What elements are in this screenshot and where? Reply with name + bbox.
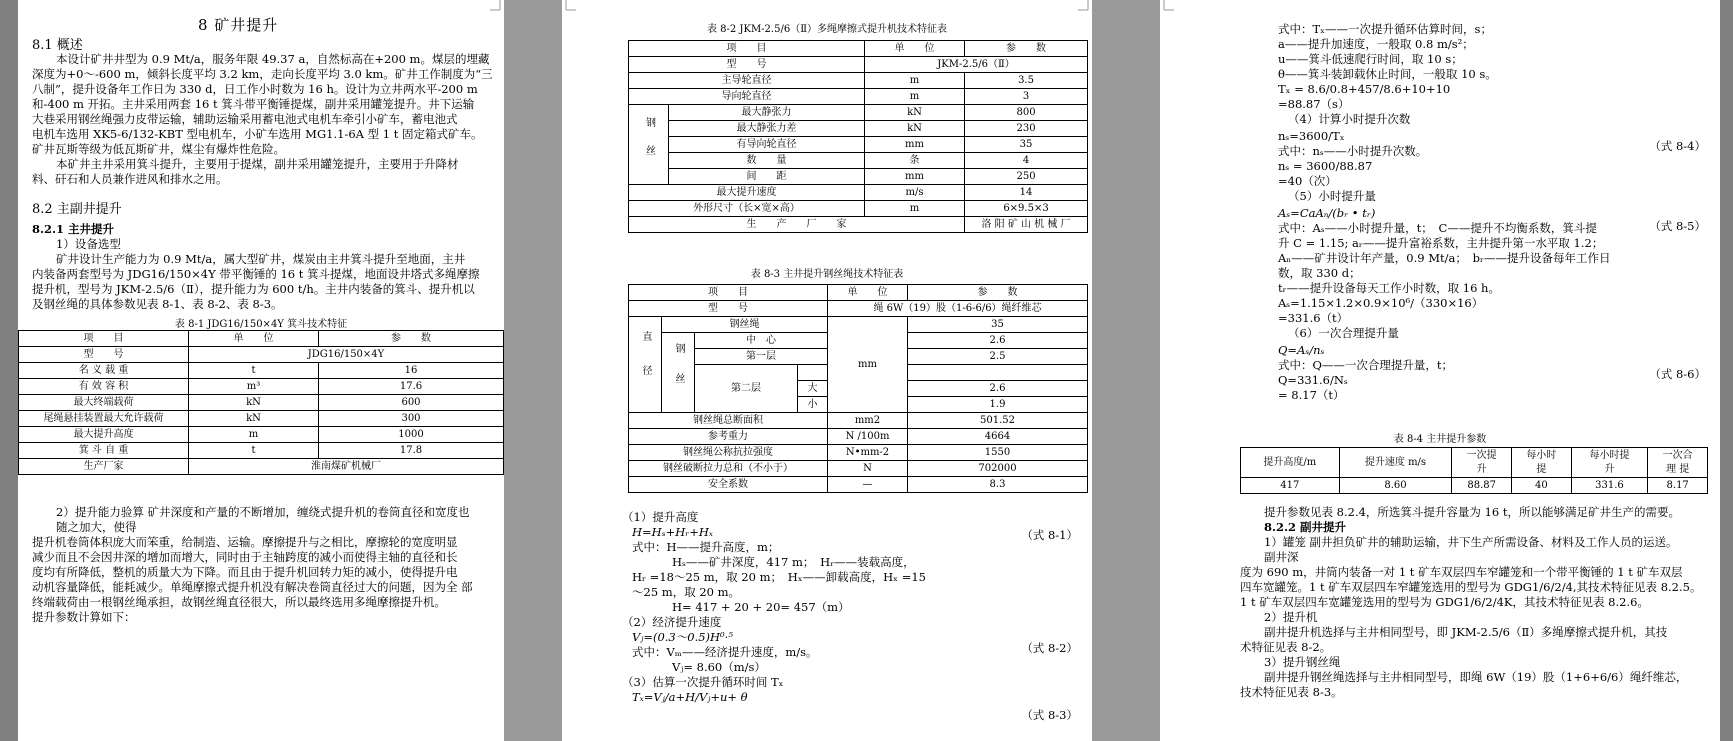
table-cell: 1550 (908, 445, 1088, 461)
table-cell: 第二层 (695, 365, 798, 413)
text-line: a——提升加速度，一般取 0.8 m/s²； (1278, 37, 1474, 51)
text-line: 技术特征见表 8-3。 (1240, 685, 1343, 699)
text-line: ～25 m，取 20 m。 (632, 585, 741, 599)
table-cell: 2.5 (908, 349, 1088, 365)
table-cell: 35 (908, 317, 1088, 333)
table-row (629, 121, 1088, 137)
table-cell: t (189, 363, 319, 379)
table-cell: 最大静张力差 (669, 121, 865, 137)
table-row (629, 445, 1088, 461)
table-row (1241, 478, 1708, 494)
text-line: 提升机卷筒体积庞大而笨重，给制造、运输。摩擦提升与之相比，摩擦轮的宽度明显 (32, 535, 458, 549)
table-header-row (629, 285, 1088, 301)
header-text: 提升速度 m/s (1364, 456, 1427, 468)
text-line: = 8.17（t） (1278, 388, 1345, 402)
text-line: 副井提升机选择与主井相同型号，即 JKM-2.5/6（Ⅱ）多绳摩擦式提升机，其技 (1264, 625, 1668, 639)
formula: Vⱼ=(0.3～0.5)H⁰·⁵ (632, 630, 733, 644)
table-cell: 生 产 厂 家 (629, 217, 965, 233)
table-cell: 3 (965, 89, 1088, 105)
text-line: 料、矸石和人员兼作进风和排水之用。 (32, 172, 228, 186)
text-line: 2）提升机 (1264, 610, 1318, 624)
table-cell: 型 号 (629, 57, 865, 73)
table-row (629, 153, 1088, 169)
table-header-row (1241, 448, 1708, 478)
table-cell: 600 (319, 395, 504, 411)
table-cell: mm (865, 137, 965, 153)
table-cell: 35 (965, 137, 1088, 153)
header-text: 一次合 (1662, 449, 1693, 461)
document-page-1[interactable] (18, 0, 504, 741)
table-cell: 最大提升速度 (629, 185, 865, 201)
table-cell: 417 (1241, 478, 1340, 494)
table-cell: 最大终端载荷 (19, 395, 189, 411)
text-line: 1）罐笼 副井担负矿井的辅助运输，井下生产所需设备、材料及工作人员的运送。 (1264, 535, 1678, 549)
text-line: （5）小时提升量 (1288, 189, 1376, 203)
table-header-row (629, 41, 1088, 57)
table-row (19, 363, 504, 379)
text-line: （6）一次合理提升量 (1288, 326, 1399, 340)
table-cell: 2.6 (908, 333, 1088, 349)
text-line: Vⱼ= 8.60（m/s） (672, 660, 766, 674)
section-heading: 8.1 概述 (32, 38, 83, 53)
text-line: 度为 690 m，井筒内装备一对 1 t 矿车双层四车窄罐笼和一个带平衡锤的 1 t 矿车双层 (1240, 565, 1683, 579)
table-cell: 钢丝绳 (662, 317, 828, 333)
text-line: 本矿井主井采用箕斗提升，主要用于提煤，副井采用罐笼提升，主要用于升降材 (56, 157, 459, 171)
text-line: 矿井瓦斯等级为低瓦斯矿井，煤尘有爆炸性危险。 (32, 142, 285, 156)
header-text: 升 (1604, 463, 1615, 475)
equation-number: （式 8-5） (1649, 219, 1706, 233)
table-cell: 直径 (629, 317, 662, 413)
table-cell: 单 位 (828, 285, 908, 301)
table-row (629, 89, 1088, 105)
table-row (19, 443, 504, 459)
table-cell: 箕 斗 自 重 (19, 443, 189, 459)
text-line: 式中：Vₘ——经济提升速度，m/s。 (632, 645, 818, 659)
text-line: 八制”，提升设备年工作日为 330 d，日工作小时数为 16 h。设计为立井两水平-200 m (32, 82, 478, 96)
table-row (629, 201, 1088, 217)
table-cell: 8.17 (1648, 478, 1708, 494)
text-line: 本设计矿井井型为 0.9 Mt/a，服务年限 49.37 a，自然标高在+200 m。煤层的埋藏 (56, 52, 490, 66)
table-cell: JDG16/150×4Y (189, 347, 504, 363)
document-page-2[interactable] (562, 0, 1092, 741)
text-line: tᵣ——提升设备每天工作小时数，取 16 h。 (1278, 281, 1500, 295)
table-row (629, 73, 1088, 89)
equation-number: （式 8-4） (1649, 139, 1706, 153)
equation-number: （式 8-2） (1021, 641, 1078, 655)
table-cell: 钢丝绳公称抗拉强度 (629, 445, 828, 461)
table-cell: 中 心 (695, 333, 828, 349)
table-cell: 项 目 (629, 285, 828, 301)
text-line: θ——箕斗装卸载休止时间，一般取 10 s。 (1278, 67, 1497, 81)
table-cell: 501.52 (908, 413, 1088, 429)
table-row (19, 459, 504, 475)
hoist-spec-table (628, 40, 1088, 233)
table-cell: N•mm-2 (828, 445, 908, 461)
table-cell: 2.6 (908, 381, 1088, 397)
text-line: （3）估算一次提升循环时间 Tₓ (622, 675, 784, 689)
table-cell: kN (189, 395, 319, 411)
chapter-title: 8 矿井提升 (198, 16, 279, 34)
equation-number: （式 8-6） (1649, 367, 1706, 381)
table-row (629, 317, 1088, 333)
table-cell: m³ (189, 379, 319, 395)
table-row (629, 217, 1088, 233)
table-cell: m/s (865, 185, 965, 201)
table-cell: 条 (865, 153, 965, 169)
text-line: 终端载荷由一根钢丝绳承担，故钢丝绳直径很大，所以最终选用多绳摩擦提升机。 (32, 595, 446, 609)
table-cell: 230 (965, 121, 1088, 137)
table-row (19, 347, 504, 363)
text-line: 随之加大，使得 (56, 520, 137, 534)
table-cell: 14 (965, 185, 1088, 201)
table-cell: 6×9.5×3 (965, 201, 1088, 217)
table-cell: 17.8 (319, 443, 504, 459)
table-cell: 参考重力 (629, 429, 828, 445)
header-text: 提 (1536, 463, 1547, 475)
table-row (629, 301, 1088, 317)
table-cell: t (189, 443, 319, 459)
table-cell: kN (865, 121, 965, 137)
text-line: =88.87（s） (1278, 97, 1350, 111)
table-cell: 项 目 (19, 331, 189, 347)
table-cell: 40 (1512, 478, 1572, 494)
table-cell: 第一层 (695, 349, 828, 365)
table-cell: 8.3 (908, 477, 1088, 493)
text-line: 四车宽罐笼。1 t 矿车双层四车窄罐笼选用的型号为 GDG1/6/2/4,其技术特征见表 8.2.5。 (1240, 580, 1702, 594)
text-line: （1）提升高度 (622, 510, 699, 524)
table-row (19, 411, 504, 427)
text-line: 式中：H——提升高度，m； (632, 540, 780, 554)
section-heading: 8.2 主副井提升 (32, 202, 122, 217)
table-cell: N /100m (828, 429, 908, 445)
table-cell: 最大提升高度 (19, 427, 189, 443)
text-line: 式中：Tₓ——一次提升循环估算时间，s； (1278, 22, 1492, 36)
text-line: 数，取 330 d； (1278, 266, 1361, 280)
table-cell: 参 数 (965, 41, 1088, 57)
text-line: 副井深 (1264, 550, 1299, 564)
table-cell: — (828, 477, 908, 493)
table-cell: 安全系数 (629, 477, 828, 493)
table-cell: 参 数 (908, 285, 1088, 301)
table-cell: m (865, 201, 965, 217)
table-row (19, 427, 504, 443)
table-cell: 绳 6W（19）股（1-6-6/6）绳纤维芯 (828, 301, 1088, 317)
equation-number: （式 8-3） (1021, 708, 1078, 722)
table-row (629, 477, 1088, 493)
table-cell (1571, 448, 1648, 478)
text-line: 度均有所降低，整机的质量大为下降。而且由于提升机回转力矩的减小，使得提升电 (32, 565, 458, 579)
text-line: 电机车选用 XK5-6/132-KBT 型电机车，小矿车选用 MG1.1-6A 型 1 t 固定箱式矿车。 (32, 127, 483, 141)
table-cell: m (865, 89, 965, 105)
text-line: 提升参数计算如下： (32, 610, 136, 624)
table-cell: m (189, 427, 319, 443)
table-cell: 外形尺寸（长×宽×高） (629, 201, 865, 217)
text-line: 矿井设计生产能力为 0.9 Mt/a，属大型矿井，煤炭由主井箕斗提升至地面，主井 (56, 252, 466, 266)
text-line: 3）提升钢丝绳 (1264, 655, 1341, 669)
text-line: （2）经济提升速度 (622, 615, 722, 629)
table-caption: 表 8-4 主井提升参数 (1393, 434, 1487, 445)
formula: Aₛ=1.15×1.2×0.9×10⁶/（330×16） (1278, 296, 1484, 310)
table-cell: 参 数 (319, 331, 504, 347)
table-cell: 单 位 (189, 331, 319, 347)
text-line: 副井提升钢丝绳选择与主井相同型号，即绳 6W（19）股（1+6+6/6）绳纤维芯， (1264, 670, 1688, 684)
table-cell: 数 量 (669, 153, 865, 169)
table-cell: 4664 (908, 429, 1088, 445)
skip-spec-table (18, 330, 504, 475)
table-cell (1512, 448, 1572, 478)
table-cell: N (828, 461, 908, 477)
text-line: 式中：Q——一次合理提升量，t； (1278, 358, 1454, 372)
text-line: 式中：nₛ——小时提升次数。 (1278, 144, 1428, 158)
formula: nₛ=3600/Tₓ (1278, 129, 1345, 143)
text-line: （4）计算小时提升次数 (1288, 112, 1411, 126)
table-cell: m (865, 73, 965, 89)
table-cell: 名 义 载 重 (19, 363, 189, 379)
formula: H=Hₛ+Hᵣ+Hₓ (632, 525, 713, 539)
page-gap (504, 0, 562, 741)
table-cell: 4 (965, 153, 1088, 169)
table-cell: 洛 阳 矿 山 机 械 厂 (965, 217, 1088, 233)
document-page-3[interactable] (1160, 0, 1720, 741)
table-cell: 导向轮直径 (629, 89, 865, 105)
header-text: 提升高度/m (1263, 456, 1317, 468)
text-line: Hᵣ =18～25 m，取 20 m； Hₓ——卸载高度，Hₓ =15 (632, 570, 926, 584)
rope-spec-table (628, 284, 1088, 493)
text-line: 提升参数见表 8.2.4，所选箕斗提升容量为 16 t，所以能够满足矿井生产的需要。 (1264, 505, 1680, 519)
header-text: 理 提 (1666, 463, 1690, 475)
text-line: 式中：Aₛ——小时提升量，t； C——提升不均衡系数，箕斗提 (1278, 221, 1597, 235)
table-cell: JKM-2.5/6（Ⅱ） (865, 57, 1088, 73)
table-cell: 生产厂家 (19, 459, 189, 475)
table-caption: 表 8-2 JKM-2.5/6（Ⅱ）多绳摩擦式提升机技术特征表 (707, 24, 947, 35)
table-cell: 大 (798, 381, 828, 397)
table-row (629, 137, 1088, 153)
subsection-heading: 8.2.2 副井提升 (1264, 520, 1347, 534)
table-row (629, 169, 1088, 185)
table-cell: 1000 (319, 427, 504, 443)
text-line: 动机容量降低，能耗减少。单绳摩擦式提升机没有解决卷筒直径过大的问题，因为全 部 (32, 580, 473, 594)
table-cell: 250 (965, 169, 1088, 185)
table-cell: 有导向轮直径 (669, 137, 865, 153)
hoist-params-table (1240, 447, 1708, 494)
text-line: Hₛ——矿井深度，417 m； Hᵣ——装载高度， (672, 555, 915, 569)
text-line: 和-400 m 开拓。主井采用两套 16 t 箕斗带平衡锤提煤，副井采用罐笼提升。井下运输 (32, 97, 475, 111)
text-line: 减少而且不会因井深的增加而增大，同时由于主轴跨度的减小而使得主轴的直径和长 (32, 550, 458, 564)
table-cell: 间 距 (669, 169, 865, 185)
text-line: =331.6（t） (1278, 311, 1349, 325)
table-cell: 主导轮直径 (629, 73, 865, 89)
table-cell: 型 号 (629, 301, 828, 317)
text-line: u——箕斗低速爬行时间，取 10 s； (1278, 52, 1463, 66)
subsection-heading: 8.2.1 主井提升 (32, 222, 115, 236)
table-row (629, 461, 1088, 477)
table-cell (1241, 448, 1340, 478)
table-cell: 单 位 (865, 41, 965, 57)
table-cell: 最大静张力 (669, 105, 865, 121)
text-line: 1 t 矿车双层四车宽罐笼选用的型号为 GDG1/6/2/4K，其技术特征见表 8.2.6。 (1240, 595, 1649, 609)
table-cell (798, 365, 828, 381)
table-cell: 钢丝破断拉力总和（不小于） (629, 461, 828, 477)
formula: Tₓ=Vⱼ/a+H/Vⱼ+u+ θ (632, 690, 748, 704)
table-cell: 尾绳悬挂装置最大允许载荷 (19, 411, 189, 427)
table-header-row (19, 331, 504, 347)
text-line: nₛ = 3600/88.87 (1278, 159, 1373, 173)
table-cell (908, 365, 1088, 381)
equation-number: （式 8-1） (1021, 528, 1078, 542)
table-cell: 17.6 (319, 379, 504, 395)
page-gap (1092, 0, 1160, 741)
formula: Tₓ = 8.6/0.8+457/8.6+10+10 (1278, 82, 1451, 96)
table-cell: 项 目 (629, 41, 865, 57)
table-cell: 702000 (908, 461, 1088, 477)
text-line: Aₙ——矿井设计年产量，0.9 Mt/a； bᵣ——提升设备每年工作日 (1278, 251, 1611, 265)
text-line: 升 C = 1.15; aᵣ——提升富裕系数，主井提升第一水平取 1.2； (1278, 236, 1604, 250)
table-cell (1648, 448, 1708, 478)
table-cell: 小 (798, 397, 828, 413)
table-cell: 钢丝 (662, 333, 695, 413)
header-text: 升 (1476, 463, 1487, 475)
table-cell: kN (865, 105, 965, 121)
table-row (629, 413, 1088, 429)
table-row (19, 379, 504, 395)
table-cell: 16 (319, 363, 504, 379)
table-cell: 8.60 (1339, 478, 1452, 494)
table-row (629, 57, 1088, 73)
header-text: 一次提 (1466, 449, 1497, 461)
table-cell: 3.5 (965, 73, 1088, 89)
header-text: 每小时 (1526, 449, 1557, 461)
table-cell: 有 效 容 积 (19, 379, 189, 395)
table-caption: 表 8-3 主井提升钢丝绳技术特征表 (750, 269, 904, 280)
table-cell: kN (189, 411, 319, 427)
header-text: 每小时提 (1589, 449, 1630, 461)
formula: Q=Aₛ/nₛ (1278, 343, 1325, 357)
table-caption: 表 8-1 JDG16/150×4Y 箕斗技术特征 (174, 319, 348, 330)
text-line: 大巷采用钢丝绳强力皮带运输，辅助运输采用蓄电池式电机车牵引小矿车，蓄电池式 (32, 112, 458, 126)
text-line: 内装备两套型号为 JDG16/150×4Y 带平衡锤的 16 t 箕斗提煤，地面设井塔式多绳摩擦 (32, 267, 480, 281)
table-cell: 钢丝绳总断面积 (629, 413, 828, 429)
table-cell: 钢丝 (629, 105, 669, 185)
table-cell (1339, 448, 1452, 478)
text-line: =40（次） (1278, 174, 1337, 188)
table-cell: 88.87 (1452, 478, 1512, 494)
table-cell: 800 (965, 105, 1088, 121)
table-cell: 300 (319, 411, 504, 427)
formula: Q=331.6/Nₛ (1278, 373, 1348, 387)
table-cell: 型 号 (19, 347, 189, 363)
table-cell: mm2 (828, 413, 908, 429)
text-line: 提升机，型号为 JKM-2.5/6（Ⅱ），提升能力为 600 t/h。主井内装备的箕斗、提升机以 (32, 282, 475, 296)
table-row (19, 395, 504, 411)
text-line: 深度为+0～-600 m，倾斜长度平均 3.2 km，走向长度平均 3.0 km。矿井工作制度为“三 (32, 67, 493, 81)
table-cell: 1.9 (908, 397, 1088, 413)
item-heading: 1）设备选型 (56, 237, 121, 251)
text-line: H= 417 + 20 + 20= 457（m） (672, 600, 850, 614)
table-row (629, 105, 1088, 121)
table-cell: mm (828, 317, 908, 413)
formula: Aₛ=CaAₙ/(bᵣ • tᵣ) (1278, 206, 1376, 220)
table-cell (1452, 448, 1512, 478)
text-line: 术特征见表 8-2。 (1240, 640, 1332, 654)
text-line: 及钢丝绳的具体参数见表 8-1、表 8-2、表 8-3。 (32, 297, 283, 311)
table-cell: 331.6 (1571, 478, 1648, 494)
table-row (629, 185, 1088, 201)
table-row (629, 429, 1088, 445)
text-line: 2）提升能力验算 矿井深度和产量的不断增加，缠绕式提升机的卷筒直径和宽度也 (56, 505, 470, 519)
table-cell: mm (865, 169, 965, 185)
table-cell: 淮南煤矿机械厂 (189, 459, 504, 475)
